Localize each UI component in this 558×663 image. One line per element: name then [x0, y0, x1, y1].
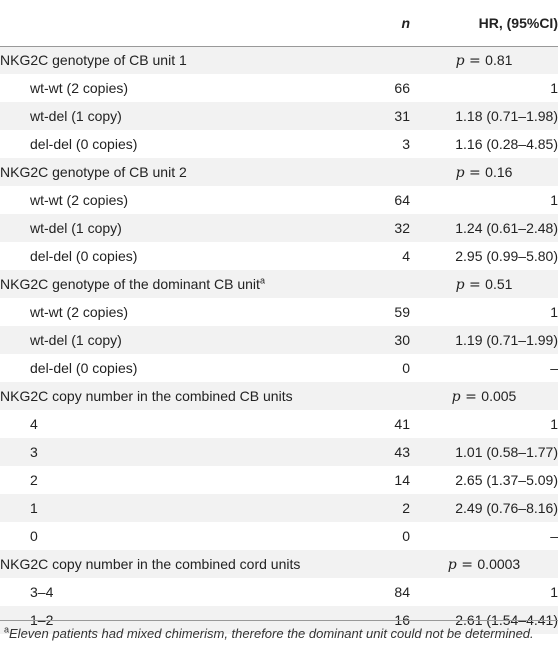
row-hr: 1 — [550, 304, 558, 320]
p-value: 0.51 — [485, 275, 513, 292]
group-n-cell — [366, 550, 410, 578]
row-hr: 1.01 (0.58–1.77) — [455, 444, 558, 460]
table-row — [0, 298, 558, 326]
row-label: wt-del (1 copy) — [30, 332, 122, 348]
table-row — [0, 438, 558, 466]
row-n: 16 — [394, 612, 410, 628]
table-row — [0, 214, 558, 242]
table-row — [0, 494, 558, 522]
row-label: del-del (0 copies) — [30, 360, 138, 376]
row-label: 4 — [30, 416, 38, 432]
row-n: 84 — [394, 584, 410, 600]
table-group-row — [0, 382, 558, 410]
p-value-cell: p = 0.51 — [455, 275, 513, 293]
row-label: 3 — [30, 444, 38, 460]
row-n: 30 — [394, 332, 410, 348]
group-label — [0, 158, 366, 186]
row-label: wt-wt (2 copies) — [30, 80, 129, 96]
table-group-row — [0, 46, 558, 74]
row-hr: 2.49 (0.76–8.16) — [455, 500, 558, 516]
row-n: 32 — [394, 220, 410, 236]
row-label: del-del (0 copies) — [30, 248, 138, 264]
table-row — [0, 466, 558, 494]
table-row — [0, 74, 558, 102]
row-hr: 1.16 (0.28–4.85) — [455, 136, 558, 152]
footnote-text: Eleven patients had mixed chimerism, therefore the dominant unit could not be determined. — [9, 626, 534, 641]
row-label: 1 — [30, 500, 38, 516]
row-n: 31 — [394, 108, 410, 124]
table-row — [0, 326, 558, 354]
p-value-cell: p = 0.81 — [410, 46, 558, 74]
row-n: 41 — [394, 416, 410, 432]
group-label — [0, 270, 366, 298]
group-n-cell — [366, 270, 410, 298]
row-label: del-del (0 copies) — [30, 136, 138, 152]
table-body — [0, 46, 558, 634]
row-label: wt-del (1 copy) — [30, 220, 122, 236]
table-row — [0, 410, 558, 438]
row-n: 66 — [394, 80, 410, 96]
row-hr: 1 — [550, 416, 558, 432]
table-footnote — [4, 625, 554, 643]
row-hr: 1.19 (0.71–1.99) — [455, 332, 558, 348]
row-hr: 2.65 (1.37–5.09) — [455, 472, 558, 488]
group-label-text: NKG2C copy number in the combined cord units — [0, 556, 301, 572]
row-label: 1–2 — [30, 612, 54, 628]
row-n: 0 — [402, 360, 410, 376]
header-label-cell — [0, 0, 366, 46]
group-label — [0, 550, 366, 578]
row-n: 2 — [402, 500, 410, 516]
table-group-row — [0, 158, 558, 186]
p-value: 0.16 — [485, 163, 513, 180]
table-row — [0, 522, 558, 550]
p-label: p — [447, 556, 457, 573]
p-label: p — [455, 52, 465, 69]
row-n: 3 — [402, 136, 410, 152]
row-hr: 1.18 (0.71–1.98) — [455, 108, 558, 124]
row-label: wt-wt (2 copies) — [30, 192, 129, 208]
row-label: wt-wt (2 copies) — [30, 304, 129, 320]
row-hr: 1 — [550, 192, 558, 208]
group-n-cell — [366, 158, 410, 186]
group-label-text: NKG2C genotype of CB unit 2 — [0, 164, 187, 180]
table-header-row — [0, 0, 558, 46]
table-row — [0, 242, 558, 270]
row-n: 59 — [394, 304, 410, 320]
table-row — [0, 130, 558, 158]
table-row — [0, 578, 558, 606]
group-label — [0, 382, 366, 410]
group-label-text: NKG2C genotype of the dominant CB unit — [0, 276, 260, 292]
footnote-marker: a — [4, 624, 10, 635]
p-value-cell: p = 0.16 — [455, 163, 513, 181]
row-hr: – — [550, 528, 558, 544]
p-value: 0.0003 — [477, 555, 521, 572]
p-label: p — [455, 164, 465, 181]
group-label-text: NKG2C copy number in the combined CB units — [0, 388, 293, 404]
header-n: n — [401, 14, 410, 31]
table-group-row — [0, 550, 558, 578]
p-label: p — [451, 388, 461, 405]
row-n: 4 — [402, 248, 410, 264]
row-n: 0 — [402, 528, 410, 544]
row-n: 43 — [394, 444, 410, 460]
row-label: 0 — [30, 528, 38, 544]
p-value: 0.005 — [481, 387, 517, 404]
group-n-cell — [366, 382, 410, 410]
row-hr: 2.95 (0.99–5.80) — [455, 248, 558, 264]
row-hr: 2.61 (1.54–4.41) — [455, 612, 558, 628]
row-hr: – — [550, 360, 558, 376]
footnote-ref: a — [259, 275, 265, 286]
row-label: 3–4 — [30, 584, 54, 600]
row-label: wt-del (1 copy) — [30, 108, 122, 124]
row-hr: 1 — [550, 584, 558, 600]
table-group-row — [0, 270, 558, 298]
p-value: 0.81 — [485, 51, 513, 68]
row-label: 2 — [30, 472, 38, 488]
header-hr: HR, (95%CI) — [478, 14, 558, 31]
p-value-cell: p = 0.005 — [451, 387, 517, 405]
p-value-cell: p = 0.0003 — [447, 555, 521, 573]
group-label-text: NKG2C genotype of CB unit 1 — [0, 52, 187, 69]
group-n-cell — [366, 46, 410, 74]
table-row — [0, 186, 558, 214]
table-row — [0, 102, 558, 130]
row-n: 14 — [394, 472, 410, 488]
row-n: 64 — [394, 192, 410, 208]
row-hr: 1.24 (0.61–2.48) — [455, 220, 558, 236]
group-label — [0, 46, 366, 74]
row-hr: 1 — [550, 80, 558, 96]
table-bottom-rule — [0, 620, 558, 621]
p-label: p — [455, 276, 465, 293]
table-row — [0, 354, 558, 382]
